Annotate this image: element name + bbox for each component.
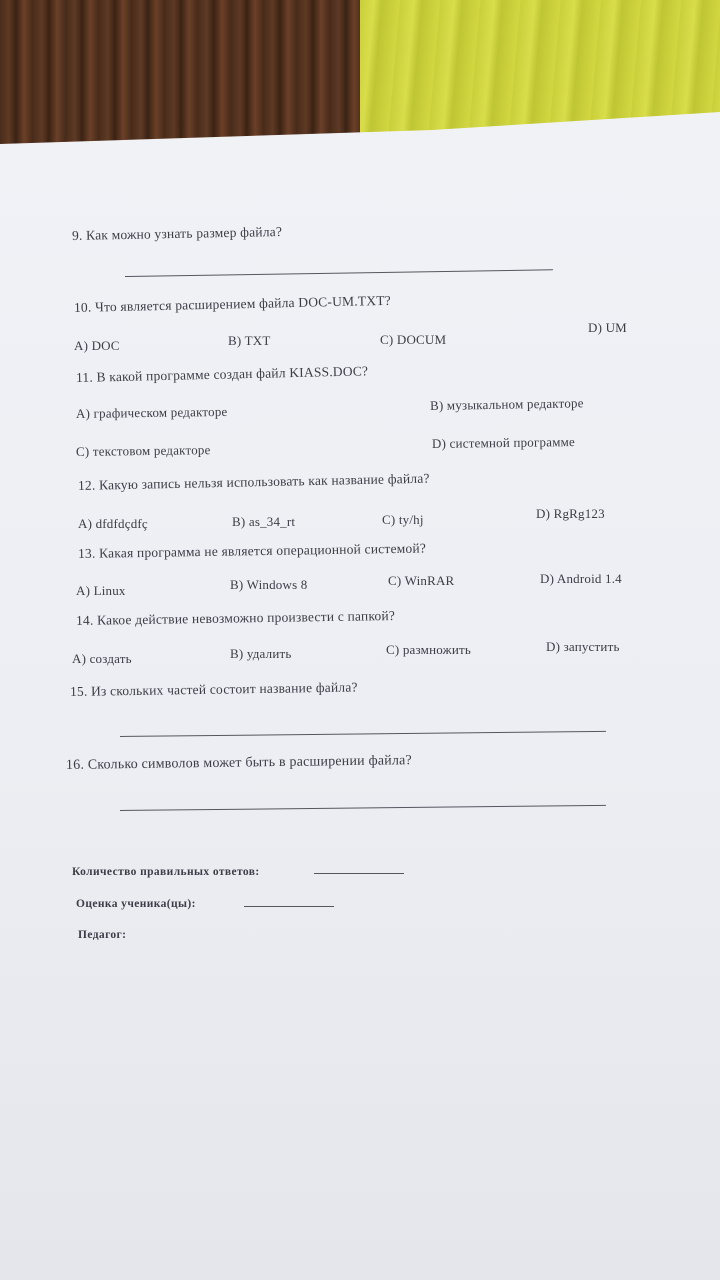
option-13-a: A) Linux [76,583,126,598]
answer-line-16[interactable] [120,805,606,811]
option-12-c: C) ty/hj [382,512,424,527]
option-11-c: C) текстовом редакторе [75,442,211,459]
question-15: 15. Из скольких частей состоит название файла? [69,679,358,699]
option-11-a: A) графическом редакторе [75,403,228,421]
question-10: 10. Что является расширением файла DOC-UM.TXT? [73,292,392,315]
correct-answers-line[interactable] [314,873,404,874]
option-12-b: B) as_34_rt [232,514,296,529]
option-14-b: B) удалить [230,646,292,661]
option-10-a: A) DOC [74,338,120,353]
teacher-label: Педагог: [78,929,127,941]
option-14-c: C) размножить [386,642,471,657]
correct-answers-label: Количество правильных ответов: [72,866,260,878]
answer-line-9[interactable] [125,269,553,277]
question-12: 12. Какую запись нельзя использовать как название файла? [77,470,430,493]
grade-label: Оценка ученика(цы): [76,898,196,910]
question-16: 16. Сколько символов может быть в расширении файла? [65,753,413,773]
question-13: 13. Какая программа не является операционной системой? [77,540,427,561]
option-10-b: B) TXT [228,333,271,348]
answer-line-15[interactable] [120,731,606,737]
question-14: 14. Какое действие невозможно произвести с папкой? [75,607,396,628]
question-9: 9. Как можно узнать размер файла? [71,223,283,243]
option-14-d: D) запустить [546,639,620,654]
question-11: 11. В какой программе создан файл KIASS.DOC? [75,363,369,385]
option-12-d: D) RgRg123 [536,506,605,521]
option-12-a: A) dfdfdçdfç [78,516,148,531]
option-13-b: B) Windows 8 [230,577,308,592]
option-10-d: D) UM [588,320,627,335]
option-11-b: B) музыкальном редакторе [429,395,584,413]
option-14-a: A) создать [72,651,132,666]
option-13-d: D) Android 1.4 [540,571,622,586]
option-10-c: C) DOCUM [380,332,447,347]
option-13-c: C) WinRAR [388,573,455,588]
option-11-d: D) системной программе [431,434,576,451]
grade-line[interactable] [244,906,334,907]
